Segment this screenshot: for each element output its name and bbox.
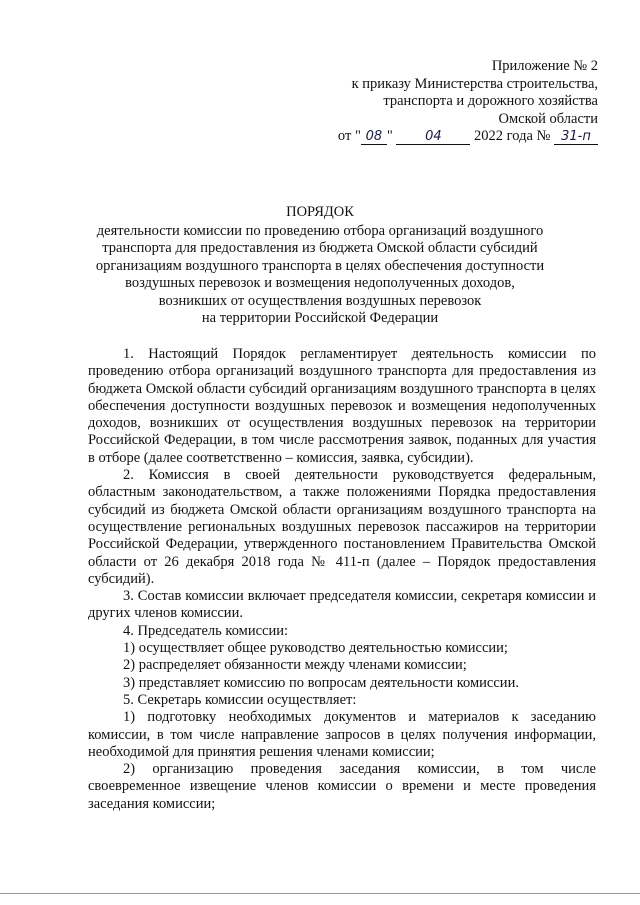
title-line-2: транспорта для предоставления из бюджета Омской области субсидий	[102, 240, 538, 256]
title-line-6: на территории Российской Федерации	[201, 310, 439, 326]
order-number-handwritten: 31-п	[561, 129, 591, 144]
date-year: 2022 года №	[474, 128, 551, 144]
date-day-handwritten: 08	[365, 129, 383, 144]
order-date-line	[338, 128, 598, 146]
paragraph-1: 1. Настоящий Порядок регламентирует деятельность комиссии по проведению отбора организаций воздушного транспорта для предоставления из бюджета Омской области субсидий организациям воздушного транспорта в целях обеспечения доступности воздушных перевозок и возмещения недополученных доходов, возникших от осуществления воздушных перевозок на территории Российской Федерации, в том числе рассмотрения заявок, поданных для участия в отборе (далее соответственно – комиссия, заявка, субсидии).	[88, 346, 596, 466]
paragraph-2: 2. Комиссия в своей деятельности руководствуется федеральным, областным законодательством, а также положениями Порядка предоставления субсидий из бюджета Омской области организациям воздушного транспорта на осуществление региональных воздушных перевозок пассажиров на территории Российской Федерации, утвержденного постановлением Правительства Омской области от 26 декабря 2018 года № 411-п (далее – Порядок предоставления субсидий).	[88, 467, 596, 587]
title-line-4: воздушных перевозок и возмещения недополученных доходов,	[125, 275, 515, 291]
date-month-field	[396, 129, 470, 145]
document-body	[88, 346, 596, 813]
title-line-1: деятельности комиссии по проведению отбора организаций воздушного	[96, 222, 544, 239]
date-quote: "	[386, 128, 393, 144]
paragraph-5-item-2: 2) организацию проведения заседания комиссии, в том числе своевременное извещение членов комиссии о времени и месте проведения заседания комиссии;	[88, 761, 596, 812]
paragraph-3: 3. Состав комиссии включает председателя комиссии, секретаря комиссии и других членов комиссии.	[88, 588, 596, 622]
paragraph-4-item-3: 3) представляет комиссию по вопросам деятельности комиссии.	[123, 674, 519, 691]
date-day-field	[361, 129, 387, 145]
paragraph-5-item-1: 1) подготовку необходимых документов и материалов к заседанию комиссии, в том числе направление запросов в целях получения информации, необходимой для принятия решения членами комиссии;	[88, 709, 596, 760]
appendix-line-4: Омской области	[498, 110, 598, 127]
scan-bottom-edge	[0, 893, 640, 894]
title-heading: ПОРЯДОК	[286, 204, 354, 220]
order-number-field	[554, 129, 598, 145]
date-prefix: от "	[337, 128, 361, 144]
title-line-5: возникших от осуществления воздушных перевозок	[158, 292, 482, 309]
document-title	[80, 204, 560, 328]
paragraph-5: 5. Секретарь комиссии осуществляет:	[123, 691, 357, 708]
paragraph-4: 4. Председатель комиссии:	[123, 622, 289, 639]
appendix-line-1: Приложение № 2	[491, 58, 598, 74]
date-month-handwritten: 04	[425, 129, 442, 144]
appendix-header	[338, 58, 598, 146]
appendix-line-3: транспорта и дорожного хозяйства	[383, 93, 598, 109]
paragraph-4-item-1: 1) осуществляет общее руководство деятельностью комиссии;	[123, 640, 508, 657]
paragraph-4-item-2: 2) распределяет обязанности между членами комиссии;	[123, 657, 467, 674]
title-line-3: организациям воздушного транспорта в целях обеспечения доступности	[95, 257, 545, 274]
appendix-line-2: к приказу Министерства строительства,	[351, 75, 598, 92]
